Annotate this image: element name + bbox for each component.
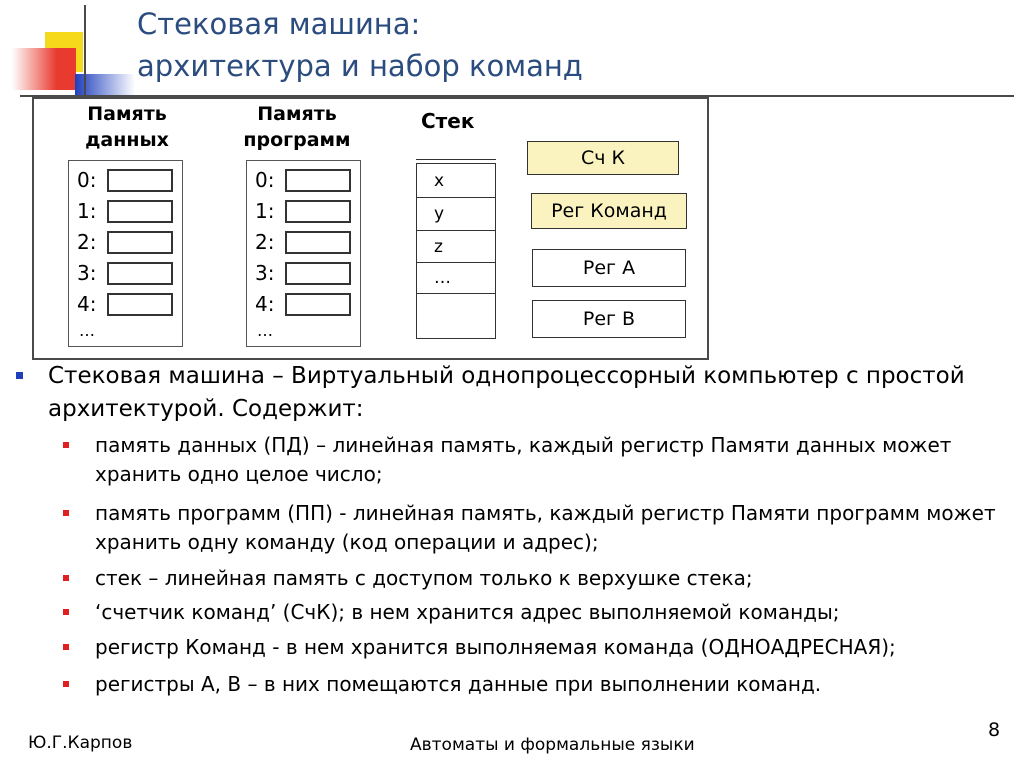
main-bullet-text: Стековая машина – Виртуальный однопроцессорный компьютер с простой архитектурой. Содержит: xyxy=(48,363,965,422)
bullet-marker xyxy=(63,609,69,615)
data-memory-row: 3: xyxy=(77,258,96,289)
data-memory-cell xyxy=(107,262,173,285)
decorative-red-square xyxy=(12,48,76,90)
bullet-marker xyxy=(63,681,69,687)
program-memory-cell xyxy=(285,262,351,285)
program-memory-cell xyxy=(285,231,351,254)
register-b: Рег В xyxy=(532,300,686,338)
decorative-vertical-line xyxy=(84,5,86,105)
stack-cell: … xyxy=(417,263,495,294)
program-memory-cell xyxy=(285,293,351,316)
data-memory-cell xyxy=(107,169,173,192)
data-memory-ellipsis: … xyxy=(79,321,95,340)
stack-heading: Стек xyxy=(421,109,475,133)
data-memory-row: 0: xyxy=(77,165,96,196)
bullet-marker xyxy=(63,510,69,516)
footer-course: Автоматы и формальные языки xyxy=(410,735,695,755)
program-memory-row: 3: xyxy=(255,258,274,289)
register-a: Рег А xyxy=(532,249,686,287)
bullet-marker xyxy=(63,644,69,650)
program-memory-heading-line-2: программ xyxy=(243,129,351,151)
data-memory-heading-line-1: Память xyxy=(87,103,167,125)
data-memory-row: 2: xyxy=(77,227,96,258)
stack-box xyxy=(416,163,496,339)
bullet-marker xyxy=(16,372,23,379)
sub-bullet-text: ‘счетчик команд’ (СчК); в нем хранится адрес выполняемой команды; xyxy=(95,600,840,624)
stack-cell: x xyxy=(417,164,495,198)
program-memory-row: 2: xyxy=(255,227,274,258)
data-memory-row: 1: xyxy=(77,196,96,227)
program-memory-heading-line-1: Память xyxy=(257,103,337,125)
title-line-2: архитектура и набор команд xyxy=(137,49,583,83)
page-number: 8 xyxy=(988,719,1001,741)
architecture-diagram xyxy=(32,97,709,360)
data-memory-box xyxy=(68,160,183,347)
footer-author: Ю.Г.Карпов xyxy=(28,733,133,753)
data-memory-row: 4: xyxy=(77,289,96,320)
program-memory-ellipsis: … xyxy=(257,321,273,340)
bullet-marker xyxy=(63,442,69,448)
sub-bullet-text: стек – линейная память с доступом только к верхушке стека; xyxy=(95,566,753,590)
program-memory-row: 0: xyxy=(255,165,274,196)
sub-bullet-text: регистр Команд - в нем хранится выполняемая команда (ОДНОАДРЕСНАЯ); xyxy=(95,635,896,659)
data-memory-heading xyxy=(62,101,192,153)
stack-cell: z xyxy=(417,231,495,263)
program-memory-box xyxy=(246,160,361,347)
program-memory-heading xyxy=(232,101,362,153)
title-line-1: Стековая машина: xyxy=(137,7,421,41)
sub-bullet-text: память программ (ПП) - линейная память, каждый регистр Памяти программ может хранить одну команду (код операции и адрес); xyxy=(95,501,996,554)
program-memory-cell xyxy=(285,169,351,192)
slide-title xyxy=(137,3,997,87)
stack-cell: y xyxy=(417,198,495,231)
sub-bullet-text: регистры А, В – в них помещаются данные при выполнении команд. xyxy=(95,672,822,696)
data-memory-heading-line-2: данных xyxy=(85,129,169,151)
sub-bullet-text: память данных (ПД) – линейная память, каждый регистр Памяти данных может хранить одно целое число; xyxy=(95,433,952,486)
instruction-register: Рег Команд xyxy=(531,193,687,229)
data-memory-cell xyxy=(107,200,173,223)
main-bullet xyxy=(16,360,976,430)
program-memory-cell xyxy=(285,200,351,223)
program-memory-row: 1: xyxy=(255,196,274,227)
program-counter-register: Сч К xyxy=(527,141,679,175)
stack-top-line xyxy=(416,159,496,160)
data-memory-cell xyxy=(107,293,173,316)
program-memory-row: 4: xyxy=(255,289,274,320)
bullet-marker xyxy=(63,575,69,581)
data-memory-cell xyxy=(107,231,173,254)
